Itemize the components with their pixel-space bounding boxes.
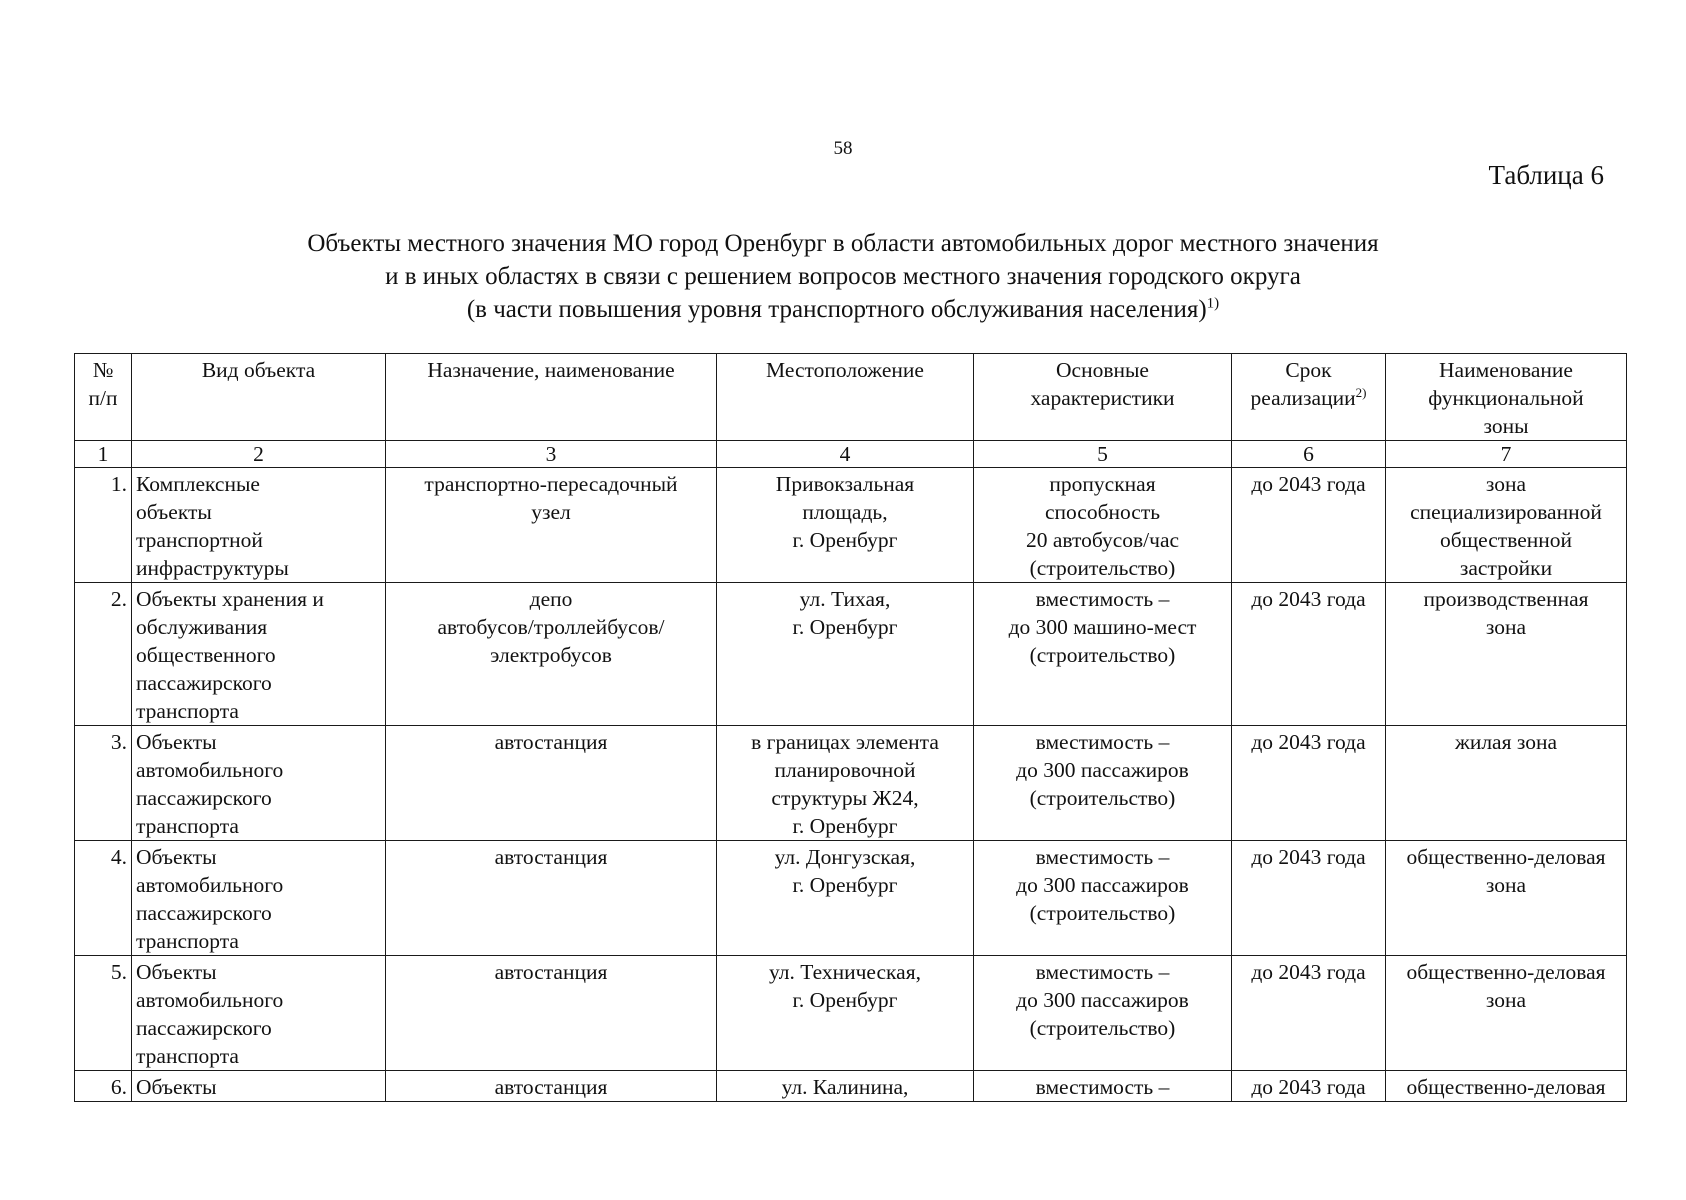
table-row xyxy=(75,726,1627,841)
cell-line: ул. Тихая, xyxy=(799,587,891,611)
cell-line: автостанция xyxy=(494,960,608,984)
cell-line: г. Оренбург xyxy=(792,615,898,639)
cell-line: вместимость – xyxy=(1035,587,1170,611)
header-text: Назначение, наименование xyxy=(427,358,675,382)
cell-location xyxy=(717,841,974,956)
header-location xyxy=(717,354,974,441)
cell-line: Объекты xyxy=(136,1075,217,1099)
table-row xyxy=(75,1071,1627,1102)
cell-line: общественно-деловая xyxy=(1406,1075,1606,1099)
footnote-ref-1: 1) xyxy=(1206,295,1220,312)
cell-line: способность xyxy=(1044,500,1161,524)
title-line-3 xyxy=(0,293,1686,326)
cell-location xyxy=(717,956,974,1071)
cell-line: зона xyxy=(1485,988,1527,1012)
cell-num: 6. xyxy=(75,1071,132,1102)
cell-line: г. Оренбург xyxy=(792,873,898,897)
cell-line: Объекты xyxy=(136,845,217,869)
cell-zone xyxy=(1386,468,1627,583)
cell-location xyxy=(717,726,974,841)
cell-line: ул. Донгузская, xyxy=(774,845,916,869)
cell-line: до 300 пассажиров xyxy=(1016,988,1189,1012)
cell-term: до 2043 года xyxy=(1232,1071,1386,1102)
cell-line: до 300 пассажиров xyxy=(1016,873,1189,897)
cell-characteristics xyxy=(974,841,1232,956)
header-text: № xyxy=(92,358,114,382)
cell-line: (строительство) xyxy=(1029,1016,1176,1040)
cell-location xyxy=(717,583,974,726)
cell-line: зона xyxy=(1485,472,1527,496)
cell-line: г. Оренбург xyxy=(792,814,898,838)
cell-line: жилая зона xyxy=(1454,730,1558,754)
cell-purpose xyxy=(386,1071,717,1102)
column-number: 4 xyxy=(717,441,974,468)
cell-line: общественно-деловая xyxy=(1406,845,1606,869)
cell-line: общественного xyxy=(136,643,276,667)
table-row xyxy=(75,841,1627,956)
cell-line: г. Оренбург xyxy=(792,528,898,552)
cell-term: до 2043 года xyxy=(1232,956,1386,1071)
cell-characteristics xyxy=(974,1071,1232,1102)
header-text: Местоположение xyxy=(766,358,924,382)
cell-line: (строительство) xyxy=(1029,556,1176,580)
cell-purpose xyxy=(386,726,717,841)
header-term xyxy=(1232,354,1386,441)
cell-num: 3. xyxy=(75,726,132,841)
cell-line: транспорта xyxy=(136,929,239,953)
cell-purpose xyxy=(386,468,717,583)
header-text: характеристики xyxy=(1030,386,1175,410)
cell-type xyxy=(132,468,386,583)
cell-characteristics xyxy=(974,726,1232,841)
table-header-row xyxy=(75,354,1627,441)
cell-line: автостанция xyxy=(494,1075,608,1099)
cell-type xyxy=(132,583,386,726)
column-number-row xyxy=(75,441,1627,468)
objects-table xyxy=(74,353,1627,1102)
header-text: функциональной xyxy=(1428,386,1584,410)
cell-line: ул. Техническая, xyxy=(769,960,921,984)
cell-num: 5. xyxy=(75,956,132,1071)
cell-num: 2. xyxy=(75,583,132,726)
cell-line: электробусов xyxy=(490,643,612,667)
header-text: Наименование xyxy=(1439,358,1573,382)
column-number: 5 xyxy=(974,441,1232,468)
header-text: зоны xyxy=(1483,414,1529,438)
cell-zone xyxy=(1386,1071,1627,1102)
cell-line: транспорта xyxy=(136,699,239,723)
cell-line: объекты xyxy=(136,500,212,524)
cell-term: до 2043 года xyxy=(1232,468,1386,583)
cell-line: общественной xyxy=(1439,528,1573,552)
cell-line: ул. Калинина, xyxy=(781,1075,909,1099)
table-row xyxy=(75,956,1627,1071)
cell-location xyxy=(717,1071,974,1102)
column-number: 2 xyxy=(132,441,386,468)
cell-purpose xyxy=(386,841,717,956)
column-number: 6 xyxy=(1232,441,1386,468)
cell-line: автомобильного xyxy=(136,873,284,897)
cell-line: структуры Ж24, xyxy=(771,786,919,810)
title-line-2: и в иных областях в связи с решением вопросов местного значения городского округа xyxy=(385,263,1301,290)
cell-line: зона xyxy=(1485,873,1527,897)
cell-type xyxy=(132,726,386,841)
cell-line: Объекты xyxy=(136,730,217,754)
cell-characteristics xyxy=(974,468,1232,583)
cell-location xyxy=(717,468,974,583)
table-row xyxy=(75,468,1627,583)
header-text: Срок xyxy=(1285,358,1332,382)
cell-line: вместимость – xyxy=(1035,960,1170,984)
cell-line: специализированной xyxy=(1410,500,1602,524)
header-type xyxy=(132,354,386,441)
cell-type xyxy=(132,1071,386,1102)
cell-type xyxy=(132,956,386,1071)
column-number: 7 xyxy=(1386,441,1627,468)
cell-line: автостанция xyxy=(494,730,608,754)
footnote-ref-2: 2) xyxy=(1355,384,1367,400)
cell-zone xyxy=(1386,841,1627,956)
cell-line: г. Оренбург xyxy=(792,988,898,1012)
cell-line: площадь, xyxy=(802,500,888,524)
cell-term: до 2043 года xyxy=(1232,841,1386,956)
cell-line: производственная xyxy=(1423,587,1589,611)
cell-line: до 300 машино-мест xyxy=(1008,615,1197,639)
cell-line: транспорта xyxy=(136,1044,239,1068)
cell-line: узел xyxy=(531,500,571,524)
cell-line: Комплексные xyxy=(136,472,260,496)
cell-zone xyxy=(1386,956,1627,1071)
title-line-3-text: (в части повышения уровня транспортного обслуживания населения) xyxy=(466,296,1207,323)
cell-line: инфраструктуры xyxy=(136,556,289,580)
table-label: Таблица 6 xyxy=(1488,160,1604,190)
cell-type xyxy=(132,841,386,956)
cell-line: пассажирского xyxy=(136,901,272,925)
column-number: 3 xyxy=(386,441,717,468)
cell-line: автомобильного xyxy=(136,758,284,782)
cell-purpose xyxy=(386,956,717,1071)
cell-line: (строительство) xyxy=(1029,901,1176,925)
header-zone xyxy=(1386,354,1627,441)
header-text-with-sup xyxy=(1236,384,1381,412)
cell-line: Объекты xyxy=(136,960,217,984)
cell-line: депо xyxy=(529,587,573,611)
cell-line: Привокзальная xyxy=(775,472,915,496)
page-number: 58 xyxy=(833,138,853,159)
header-text: Основные xyxy=(1056,358,1149,382)
cell-line: пассажирского xyxy=(136,1016,272,1040)
cell-line: транспорта xyxy=(136,814,239,838)
cell-line: пассажирского xyxy=(136,671,272,695)
cell-line: автомобильного xyxy=(136,988,284,1012)
cell-line: (строительство) xyxy=(1029,643,1176,667)
cell-line: Объекты хранения и xyxy=(136,587,324,611)
cell-line: автостанция xyxy=(494,845,608,869)
cell-characteristics xyxy=(974,583,1232,726)
header-purpose xyxy=(386,354,717,441)
cell-line: в границах элемента xyxy=(751,730,939,754)
cell-line: вместимость – xyxy=(1035,845,1170,869)
cell-line: планировочной xyxy=(774,758,916,782)
header-text: п/п xyxy=(88,386,118,410)
cell-term: до 2043 года xyxy=(1232,726,1386,841)
cell-line: вместимость – xyxy=(1035,730,1170,754)
cell-line: зона xyxy=(1485,615,1527,639)
cell-line: общественно-деловая xyxy=(1406,960,1606,984)
cell-line: вместимость – xyxy=(1035,1075,1170,1099)
title-line-1: Объекты местного значения МО город Оренбург в области автомобильных дорог местного значения xyxy=(307,230,1379,257)
cell-purpose xyxy=(386,583,717,726)
document-title xyxy=(0,227,1686,326)
cell-line: транспортной xyxy=(136,528,263,552)
cell-line: пропускная xyxy=(1049,472,1156,496)
cell-line: пассажирского xyxy=(136,786,272,810)
cell-line: до 300 пассажиров xyxy=(1016,758,1189,782)
cell-line: 20 автобусов/час xyxy=(1025,528,1180,552)
header-characteristics xyxy=(974,354,1232,441)
header-text: реализации xyxy=(1250,386,1356,410)
cell-line: транспортно-пересадочный xyxy=(424,472,678,496)
table-row xyxy=(75,583,1627,726)
cell-line: (строительство) xyxy=(1029,786,1176,810)
cell-line: застройки xyxy=(1459,556,1553,580)
cell-zone xyxy=(1386,583,1627,726)
cell-zone xyxy=(1386,726,1627,841)
cell-line: обслуживания xyxy=(136,615,268,639)
cell-characteristics xyxy=(974,956,1232,1071)
header-num xyxy=(75,354,132,441)
cell-num: 4. xyxy=(75,841,132,956)
header-text: Вид объекта xyxy=(201,358,316,382)
cell-term: до 2043 года xyxy=(1232,583,1386,726)
cell-num: 1. xyxy=(75,468,132,583)
column-number: 1 xyxy=(75,441,132,468)
cell-line: автобусов/троллейбусов/ xyxy=(437,615,665,639)
